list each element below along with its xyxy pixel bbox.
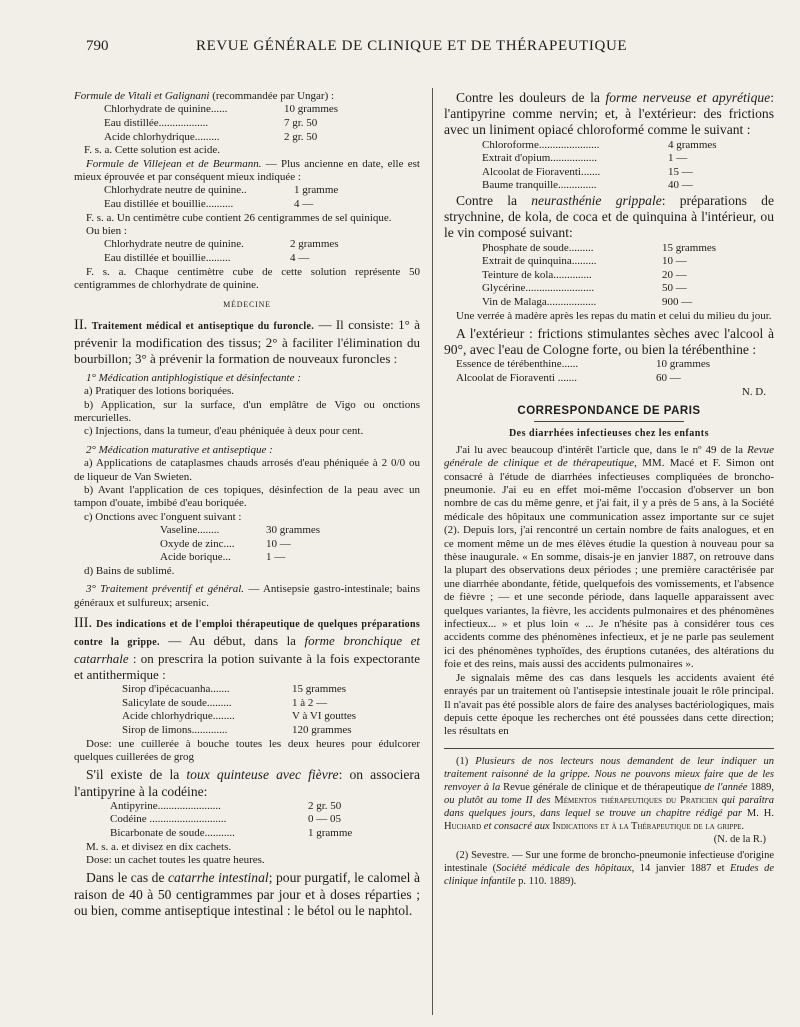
prescription-line [122,724,420,738]
footnote-2: (2) Sevestre. — Sur une forme de broncho-pneumonie infectieuse d'origine intestinale (Société médicale des hôpitaux, 14 janvier 1887 et Etudes de clinique infantile p. 110. 1889). [444,849,774,887]
ingredient-quantity: 1 — [668,152,688,165]
ingredient-name: Vin de Malaga.................. [482,295,597,308]
prescription-line [110,800,420,814]
prescription-line [104,131,420,145]
ingredient-name: Extrait d'opium................. [482,152,598,165]
toux-prescription [110,800,420,841]
ingredient-quantity: 1 gramme [294,184,339,197]
ingredient-quantity: 1 à 2 — [292,696,328,709]
ou-bien: Ou bien : [86,225,127,237]
ingredient-name: Baume tranquille.............. [482,179,597,192]
prescription-line [110,813,420,827]
prescription-line [482,282,774,296]
ingredient-quantity: 60 — [656,371,681,384]
ingredient-quantity: 15 — [668,165,693,178]
list-item: a) Pratiquer des lotions boriquées. [84,385,234,398]
section-3-heading: III. Des indications et de l'emploi thérapeutique de quelques préparations contre la grippe. — Au début, dans la forme bronchique et catarrhale : on prescrira la potion suivante à la fois expectorante et antithermique : [74,615,421,683]
ingredient-quantity: 1 gramme [308,827,353,840]
correspondance-title: CORRESPONDANCE DE PARIS [517,404,701,417]
ingredient-quantity: V à VI gouttes [292,710,357,723]
prescription-line [482,242,774,256]
page-number: 790 [86,38,109,54]
ingredient-name: Oxyde de zinc.... [160,537,235,550]
prescription-line [160,551,420,565]
ingredient-quantity: 15 grammes [662,241,717,254]
ingredient-name: Glycérine......................... [482,282,595,295]
ingredient-name: Chlorhydrate de quinine...... [104,103,228,116]
ingredient-name: Sirop de limons............. [122,724,228,737]
douleurs-prescription [482,139,774,193]
ou-bien-prescription [104,238,420,265]
ou-bien-fsa: F. s. a. Chaque centimètre cube de cette solution représente 50 centigrammes de chlorhydrate de quinine. [74,265,420,291]
prescription-line [104,184,420,198]
ingredient-name: Sirop d'ipécacuanha....... [122,683,230,696]
exterieur-paragraph: A l'extérieur : frictions stimulantes sèches avec l'alcool à 90°, avec l'eau de Cologne forte, ou bien la térébenthine : [444,325,774,358]
ingredient-name: Extrait de quinquina......... [482,255,597,268]
ingredient-quantity: 50 — [662,282,687,295]
medication-1-title: 1° Médication antiphlogistique et désinfectante : [86,371,301,384]
ingredient-quantity: 7 gr. 50 [284,117,318,129]
running-title: REVUE GÉNÉRALE DE CLINIQUE ET DE THÉRAPEUTIQUE [196,38,628,54]
ingredient-name: Eau distillée et bouillie.......... [104,198,234,210]
ingredient-quantity: 10 grammes [284,103,339,116]
prescription-line [482,255,774,269]
ingredient-quantity: 30 grammes [266,524,321,537]
villejean-prescription [104,184,420,211]
ingredient-quantity: 1 — [266,551,286,564]
medecine-label: MÉDECINE [223,300,271,310]
verree-note: Une verrée à madère après les repas du matin et celui du milieu du jour. [456,309,772,322]
ingredient-name: Bicarbonate de soude........... [110,827,235,840]
footnote-rule [444,748,774,749]
prescription-line [160,538,420,552]
prescription-line [482,269,774,283]
ingredient-name: Eau distillée.................. [104,117,209,129]
ingredient-name: Acide borique... [160,551,231,564]
ingredient-name: Antipyrine....................... [110,799,221,812]
prescription-line [482,152,774,166]
ingredient-quantity: 2 grammes [290,238,339,251]
prescription-line [456,372,774,386]
ingredient-quantity: 2 gr. 50 [284,130,318,143]
prescription-line [160,524,420,538]
right-column [444,90,774,888]
toux-paragraph: S'il existe de la toux quinteuse avec fièvre: on associera l'antipyrine à la codéine: [74,767,420,799]
ingredient-name: Salicylate de soude......... [122,696,232,709]
vitali-fsa: F. s. a. Cette solution est acide. [84,144,220,157]
ingredient-quantity: 4 grammes [668,138,717,151]
ingredient-name: Codéine ............................ [110,813,227,826]
ingredient-name: Chlorhydrate neutre de quinine.. [104,184,247,197]
ingredient-quantity: 120 grammes [292,724,352,737]
prescription-line [122,683,420,697]
ingredient-quantity: 40 — [668,179,693,192]
ingredient-quantity: 10 — [266,537,291,550]
prescription-line [110,827,420,841]
ingredient-name: Acide chlorhydrique......... [104,130,220,143]
correspondance-paragraph-2: Je signalais même des cas dans lesquels les accidents avaient été enrayés par un traitement où l'antisepsie intestinale jouait le rôle principal. Il n'avait pas été possible alors de faire des analyses bactériologiques, mais depuis cette époque les recherches ont été poussées dans cette direction; les résultats en [444,671,774,738]
prescription-line [104,252,420,266]
ingredient-name: Alcoolat de Fioraventi ....... [456,371,577,384]
grippe-prescription [122,683,420,737]
toux-msa: M. s. a. et divisez en dix cachets. [86,840,232,853]
ingredient-name: Vaseline........ [160,524,220,537]
toux-dose: Dose: un cachet toutes les quatre heures. [86,854,265,867]
medication-3: 3° Traitement préventif et général. — Antisepsie gastro-intestinale; bains généraux et sulfureux; arsenic. [74,583,420,609]
prescription-line [104,238,420,252]
ingredient-quantity: 15 grammes [292,683,347,696]
column-divider [432,88,433,1015]
section-2-heading: II. Traitement médical et antiseptique du furoncle. — Il consiste: 1° à prévenir la modification des tissus; 2° à faciliter l'élimination du bourbillon; 3° à prévenir la formation de nouveaux furoncles : [74,316,421,366]
correspondance-paragraph-1: J'ai lu avec beaucoup d'intérêt l'article que, dans le nº 49 de la Revue générale de clinique et de thérapeutique, MM. Macé et F. Simon ont consacré à l'étude de diarrhées infectieuses compliquées de broncho-pneumonie. J'ai eu en effet moi-même l'occasion d'observer un bon nombre de cas du même genre, et j'ai fait, il y a près de 5 ans, à la Société médicale des hôpitaux une communication assez importante sur ce sujet (2). Depuis lors, j'ai rencontré un certain nombre de faits analogues, et en ce moment même un de mes élèves étudie la question à nouveau pour sa thèse inaugurale. « En somme, disais-je en janvier 1887, on retrouve dans la plupart des observations deux périodes ; une première caractérisée par une diarrhée abondante, fétide, quelquefois des vomissements, et l'absence de fièvre ; — et une seconde période, dans laquelle apparaissent avec quelques variantes, la fièvre, les accidents pulmonaires et des phénomènes infectieux... » et plus loin « ... Je n'hésite pas à considérer tous ces accidents comme des phénomènes infectieux, et je ne parle pas seulement ici des phénomènes typhoïdes, des éruptions cutanées, des altérations du foie et des reins, mais aussi des accidents pulmonaires ». [444,443,775,671]
left-column [74,90,420,919]
medication-1-list [74,385,420,439]
ingredient-quantity: 4 — [290,252,310,264]
list-item: b) Application, sur la surface, d'un emplâtre de Vigo ou onctions mercurielles. [74,398,420,425]
ingredient-name: Essence de térébenthine...... [456,358,579,371]
neurasthenie-paragraph: Contre la neurasthénie grippale: préparations de strychnine, de kola, de coca et de quinquina à l'intérieur, ou le vin composé suivant: [444,192,774,241]
ingredient-quantity: 4 — [294,198,314,210]
ingredient-name: Acide chlorhydrique........ [122,710,235,723]
villejean-paragraph: Formule de Villejean et de Beurmann. — Plus ancienne en date, elle est mieux éprouvée et par conséquent mieux indiquée : [74,157,420,183]
medication-2-title: 2° Médication maturative et antiseptique : [86,443,273,456]
prescription-line [482,139,774,153]
prescription-line [482,296,774,310]
onguent-prescription [160,524,420,565]
prescription-line [104,117,420,131]
prescription-line [122,710,420,724]
prescription-line [104,198,420,212]
ingredient-name: Alcoolat de Fioraventi....... [482,165,601,178]
ingredient-name: Chloroforme...................... [482,138,600,151]
ingredient-quantity: 0 — 05 [308,813,341,826]
footnote-1-signature: (N. de la R.) [713,833,766,845]
medication-2-d: d) Bains de sublimé. [84,565,175,578]
terebenthine-prescription [456,358,774,385]
vitali-heading: Formule de Vitali et Galignani (recommandée par Ungar) : [74,90,335,102]
intestinal-paragraph: Dans le cas de catarrhe intestinal; pour purgatif, le calomel à raison de 40 à 50 centigrammes par jour et à doses réparties ; ou bien, comme antiseptique intestinal : le bétol ou le naphtol. [74,870,420,918]
prescription-line [482,179,774,193]
signature: N. D. [741,385,766,398]
villejean-fsa: F. s. a. Un centimètre cube contient 26 centigrammes de sel quinique. [86,211,392,224]
correspondance-subtitle: Des diarrhées infectieuses chez les enfants [508,428,710,440]
ingredient-quantity: 10 grammes [656,358,711,371]
prescription-line [122,697,420,711]
list-item: c) Onctions avec l'onguent suivant : [84,510,242,523]
title-rule [534,421,684,422]
prescription-line [482,166,774,180]
ingredient-name: Phosphate de soude......... [482,241,594,254]
ingredient-quantity: 2 gr. 50 [308,799,342,812]
list-item: c) Injections, dans la tumeur, d'eau phéniquée à deux pour cent. [84,425,364,438]
ingredient-quantity: 900 — [662,295,693,308]
list-item: b) Avant l'application de ces topiques, désinfection de la peau avec un tampon d'ouate, imbibé d'eau boriquée. [74,484,420,510]
list-item: a) Applications de cataplasmes chauds arrosés d'eau phéniquée à 2 0/0 ou de liqueur de Van Swieten. [74,457,420,483]
prescription-line [104,103,420,117]
ingredient-name: Eau distillée et bouillie......... [104,252,231,264]
douleurs-paragraph: Contre les douleurs de la forme nerveuse et apyrétique: l'antipyrine comme nervin; et, à l'extérieur: des frictions avec un liniment opiacé chloroformé comme le suivant : [444,90,774,138]
ingredient-quantity: 20 — [662,268,687,281]
vin-prescription [482,242,774,310]
ingredient-name: Chlorhydrate neutre de quinine. [104,238,244,251]
ingredient-quantity: 10 — [662,255,687,268]
ingredient-name: Teinture de kola.............. [482,268,592,281]
prescription-line [456,358,774,372]
vitali-prescription [104,103,420,144]
footnote-1: (1) Plusieurs de nos lecteurs nous demandent de leur indiquer un traitement raisonné de la grippe. Nous ne pouvons mieux faire que de les renvoyer à la Revue générale de clinique et de thérapeutique de l'année 1889, ou plutôt au tome II des Mémentos thérapeutiques du Praticien qui paraîtra dans quelques jours, dans lequel se trouve un chapitre rédigé par M. H. Huchard et consacré aux Indications et à la Thérapeutique de la grippe. [444,755,775,832]
medication-2-list [74,457,420,524]
grippe-dose: Dose: une cuillerée à bouche toutes les deux heures pour édulcorer quelques cuillerées de grog [74,737,420,764]
